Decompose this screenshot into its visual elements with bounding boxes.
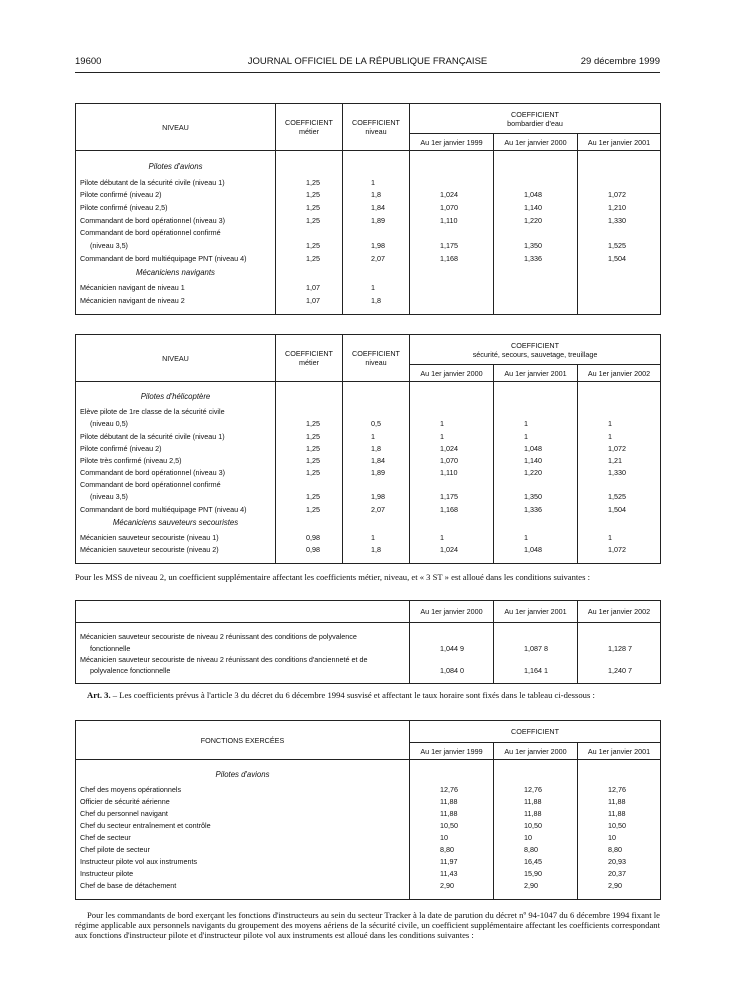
date-col: Au 1er janvier 2002 [578,365,661,382]
article-3: Art. 3. – Les coefficients prévus à l'article 3 du décret du 6 décembre 1994 susvisé et affectant le taux horaire sont fixés dans le tableau ci-dessous : [87,690,595,700]
date-col: Au 1er janvier 1999 [410,743,494,760]
table-row: Mécanicien sauveteur secouriste de niveau 2 réunissant des conditions de polyvalence [76,632,661,643]
table-row: Mécanicien sauveteur secouriste (niveau 1) 0,98 1 1 1 1 [76,531,661,543]
table-row: Commandant de bord opérationnel confirmé [76,226,661,239]
col-niveau: NIVEAU [76,104,276,151]
table-row: Mécanicien sauveteur secouriste de niveau 2 réunissant des conditions d'ancienneté et de [76,654,661,665]
page-number: 19600 [75,56,102,67]
table-securite-secours [75,334,661,564]
col-coef-group: COEFFICIENT sécurité, secours, sauvetage, treuillage [410,335,661,365]
journal-title: JOURNAL OFFICIEL DE LA RÉPUBLIQUE FRANÇAISE [247,56,488,67]
col-coef-group: COEFFICIENT bombardier d'eau [410,104,661,134]
table-row: polyvalence fonctionnelle 1,084 0 1,164 1 1,240 7 [76,665,661,676]
paragraph-tracker: Pour les commandants de bord exerçant les fonctions d'instructeurs au sein du secteur Tracker à la date de parution du décret nº 94-1047 du 6 décembre 1994 fixant le régime applicable aux personnels navigants du groupement des moyens aériens de la sécurité civile, un coefficient supplémentaire affectant les coefficients correspondant aux fonctions d'instructeur pilote et d'instructeur pilote vol aux instruments est alloué dans les conditions suivantes : [75,910,660,940]
table-row: Pilote confirmé (niveau 2) 1,25 1,8 1,024 1,048 1,072 [76,442,661,454]
date-col: Au 1er janvier 2000 [410,365,494,382]
table-row: Mécanicien navigant de niveau 1 1,07 1 [76,281,661,294]
table-row: Instructeur pilote 11,43 15,90 20,37 [76,868,661,880]
col-coef-group: COEFFICIENT [410,721,661,743]
table-row: Commandant de bord opérationnel (niveau 3) 1,25 1,89 1,110 1,220 1,330 [76,466,661,478]
table-row: Commandant de bord multiéquipage PNT (niveau 4) 1,25 2,07 1,168 1,336 1,504 [76,251,661,264]
blank-header [76,601,410,623]
issue-date: 29 décembre 1999 [580,56,660,67]
table-row: (niveau 3,5) 1,25 1,98 1,175 1,350 1,525 [76,491,661,503]
section-title: Pilotes d'hélicoptère [76,389,276,405]
col-fonctions: FONCTIONS EXERCÉES [76,721,410,760]
date-col: Au 1er janvier 2001 [494,601,578,623]
section-title: Pilotes d'avions [76,158,276,175]
date-col: Au 1er janvier 2001 [494,365,578,382]
table-fonctions-exercees [75,720,661,900]
table-row: Chef de base de détachement 2,90 2,90 2,90 [76,880,661,892]
table-row: Pilote très confirmé (niveau 2,5) 1,25 1,84 1,070 1,140 1,21 [76,454,661,466]
col-coef-metier: COEFFICIENT métier [276,104,343,151]
table-row: Commandant de bord opérationnel confirmé [76,479,661,491]
table-row: Pilote débutant de la sécurité civile (niveau 1) 1,25 1 1 1 1 [76,430,661,442]
table-row: Chef du secteur entraînement et contrôle 10,50 10,50 10,50 [76,819,661,831]
table-row: Commandant de bord opérationnel (niveau 3) 1,25 1,89 1,110 1,220 1,330 [76,213,661,226]
col-coef-metier: COEFFICIENT métier [276,335,343,382]
table-row: Chef du personnel navigant 11,88 11,88 11,88 [76,807,661,819]
table-row: Elève pilote de 1re classe de la sécurité civile [76,405,661,417]
table-row: Commandant de bord multiéquipage PNT (niveau 4) 1,25 2,07 1,168 1,336 1,504 [76,503,661,515]
table-row: Pilote confirmé (niveau 2) 1,25 1,8 1,024 1,048 1,072 [76,188,661,201]
section-title: Mécaniciens sauveteurs secouristes [76,515,276,531]
table-row: (niveau 3,5) 1,25 1,98 1,175 1,350 1,525 [76,239,661,252]
date-col: Au 1er janvier 2002 [578,601,661,623]
table-row: Pilote débutant de la sécurité civile (niveau 1) 1,25 1 [76,175,661,188]
col-coef-niveau: COEFFICIENT niveau [343,335,410,382]
col-niveau: NIVEAU [76,335,276,382]
table-row: fonctionnelle 1,044 9 1,087 8 1,128 7 [76,643,661,654]
table-bombardier-eau [75,103,661,315]
section-title: Mécaniciens navigants [76,264,276,281]
paragraph-mss: Pour les MSS de niveau 2, un coefficient supplémentaire affectant les coefficients métier, niveau, et « 3 ST » est alloué dans les conditions suivantes : [75,572,590,582]
table-row: Pilote confirmé (niveau 2,5) 1,25 1,84 1,070 1,140 1,210 [76,201,661,214]
table-row: (niveau 0,5) 1,25 0,5 1 1 1 [76,418,661,430]
table-row: Instructeur pilote vol aux instruments 11,97 16,45 20,93 [76,856,661,868]
date-col: Au 1er janvier 2000 [410,601,494,623]
date-col: Au 1er janvier 2001 [578,134,661,151]
table-row: Officier de sécurité aérienne 11,88 11,88 11,88 [76,795,661,807]
header-rule [75,72,660,73]
date-col: Au 1er janvier 1999 [410,134,494,151]
table-row: Mécanicien navigant de niveau 2 1,07 1,8 [76,294,661,307]
date-col: Au 1er janvier 2000 [494,743,578,760]
table-row: Chef de secteur 10 10 10 [76,832,661,844]
date-col: Au 1er janvier 2000 [494,134,578,151]
table-row: Chef pilote de secteur 8,80 8,80 8,80 [76,844,661,856]
table-mss-supplement [75,600,661,684]
col-coef-niveau: COEFFICIENT niveau [343,104,410,151]
date-col: Au 1er janvier 2001 [578,743,661,760]
table-row: Chef des moyens opérationnels 12,76 12,76 12,76 [76,783,661,795]
table-row: Mécanicien sauveteur secouriste (niveau 2) 0,98 1,8 1,024 1,048 1,072 [76,544,661,556]
section-title: Pilotes d'avions [76,767,410,783]
